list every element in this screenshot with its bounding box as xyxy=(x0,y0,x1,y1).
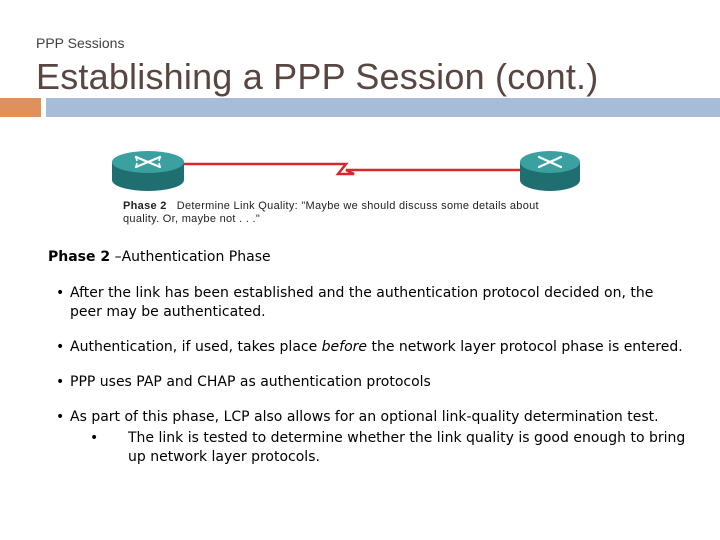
list-item xyxy=(48,338,688,357)
serial-link xyxy=(184,164,520,174)
bullet-icon: • xyxy=(56,285,65,301)
list-item xyxy=(48,284,688,322)
section-label: PPP Sessions xyxy=(36,35,125,51)
bullet-text: After the link has been established and the authentication protocol decided on, the peer may be authenticated. xyxy=(70,285,654,320)
bullet-text: PPP uses PAP and CHAP as authentication protocols xyxy=(70,374,431,390)
list-item xyxy=(48,408,688,467)
bullet-icon: • xyxy=(90,430,99,446)
router-icon xyxy=(520,151,580,191)
router-icon xyxy=(112,151,184,191)
phase-heading-bold: Phase 2 xyxy=(48,249,111,265)
phase-heading-rest: –Authentication Phase xyxy=(110,249,271,265)
diagram-caption xyxy=(123,200,573,226)
accent-bar-blue xyxy=(46,98,720,117)
caption-phase: Phase 2 xyxy=(123,200,167,212)
bullet-text-post: the network layer protocol phase is entered. xyxy=(367,339,683,355)
sub-list-item xyxy=(48,429,688,467)
bullet-icon: • xyxy=(56,339,65,355)
phase-heading xyxy=(48,248,688,267)
list-item xyxy=(48,373,688,392)
bullet-icon: • xyxy=(56,374,65,390)
bullet-text-pre: Authentication, if used, takes place xyxy=(70,339,322,355)
slide-content xyxy=(48,248,688,483)
sub-bullet-text: The link is tested to determine whether the link quality is good enough to bring up network layer protocols. xyxy=(128,430,686,465)
bullet-text-emphasis: before xyxy=(321,339,368,355)
accent-bar-orange xyxy=(0,98,41,117)
page-title: Establishing a PPP Session (cont.) xyxy=(36,56,599,97)
bullet-text: As part of this phase, LCP also allows for an optional link-quality determination test. xyxy=(70,409,659,425)
bullet-icon: • xyxy=(56,409,65,425)
caption-text: Determine Link Quality: "Maybe we should discuss some details about quality. Or, maybe not . . ." xyxy=(123,200,539,225)
